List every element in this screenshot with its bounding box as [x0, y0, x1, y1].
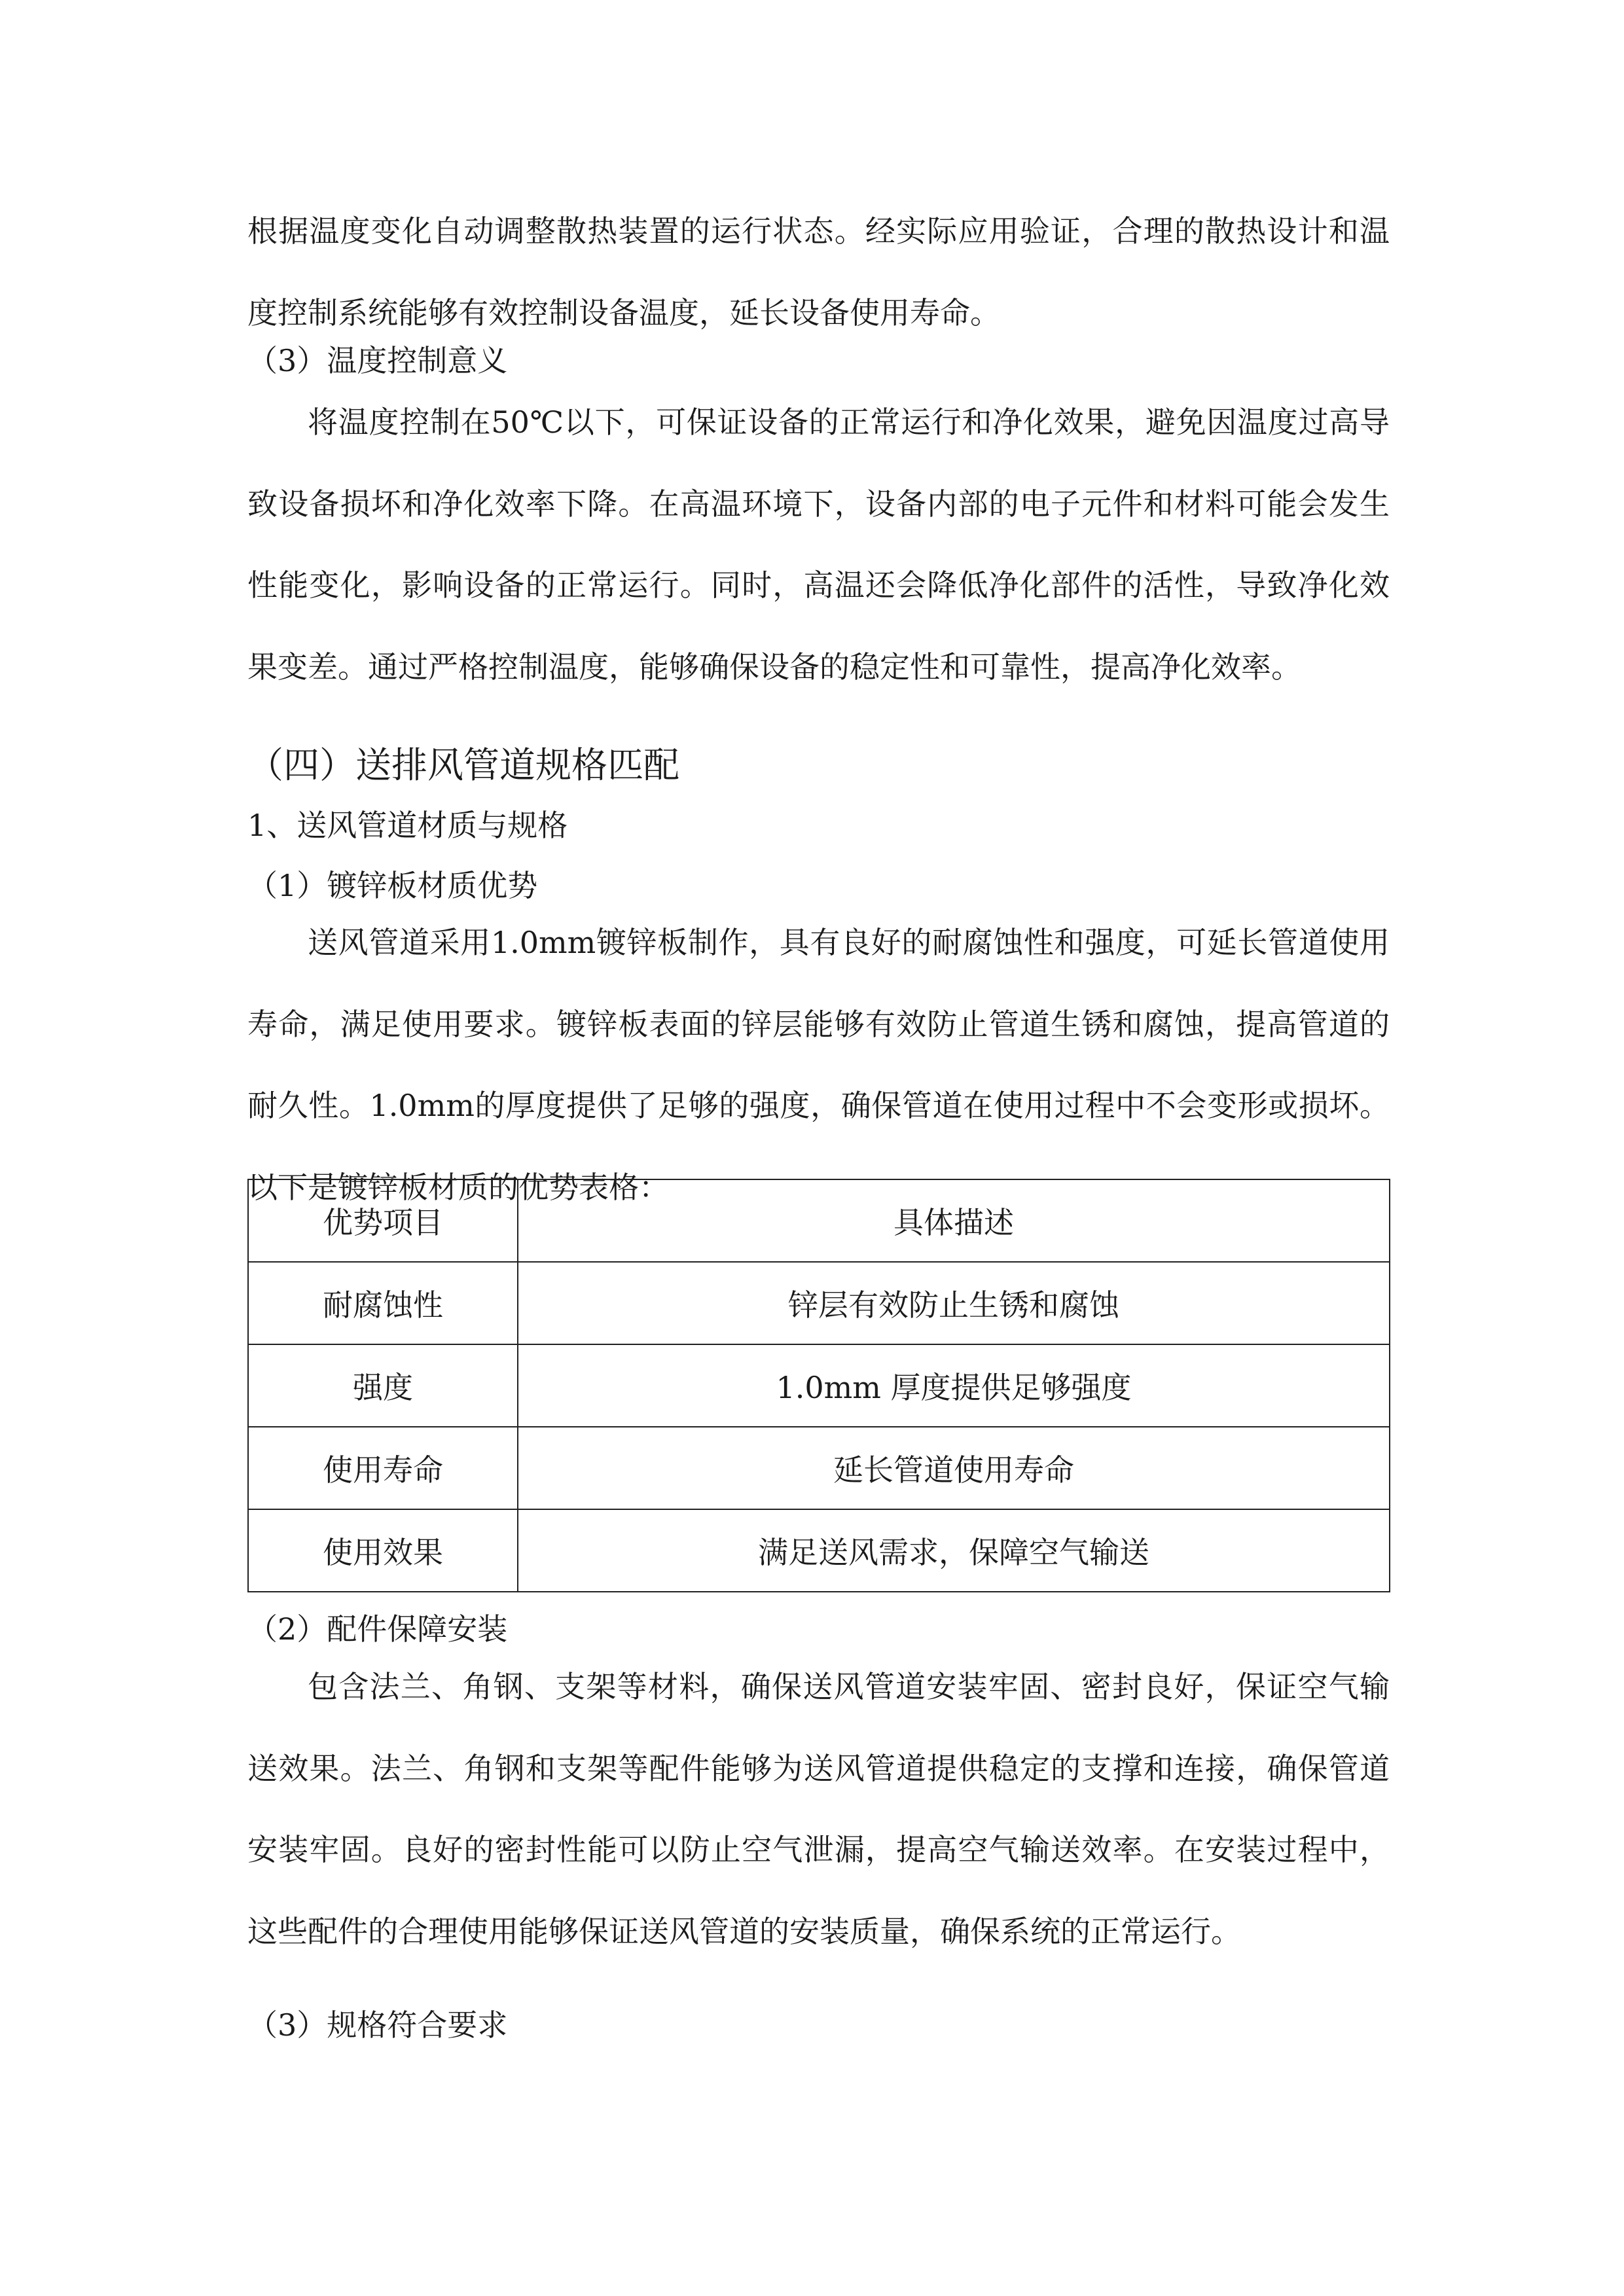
subheading-fittings: （2）配件保障安装 [247, 1611, 508, 1647]
subheading-supply-duct-material: 1、送风管道材质与规格 [247, 808, 568, 843]
table-cell: 1.0mm 厚度提供足够强度 [518, 1344, 1390, 1427]
table-cell: 强度 [248, 1344, 518, 1427]
table-row [248, 1427, 1390, 1509]
table-cell: 使用寿命 [248, 1427, 518, 1509]
paragraph-temperature-control: 将温度控制在50℃以下，可保证设备的正常运行和净化效果，避免因温度过高导致设备损坏和净化效率下降。在高温环境下，设备内部的电子元件和材料可能会发生性能变化，影响设备的正常运行。同时，高温还会降低净化部件的活性，导致净化效果变差。通过严格控制温度，能够确保设备的稳定性和可靠性，提高净化效率。 [247, 404, 1390, 685]
table-header-cell: 具体描述 [518, 1179, 1390, 1262]
subheading-temperature-control-meaning: （3）温度控制意义 [247, 343, 508, 378]
paragraph-fittings: 包含法兰、角钢、支架等材料，确保送风管道安装牢固、密封良好，保证空气输送效果。法兰、角钢和支架等配件能够为送风管道提供稳定的支撑和连接，确保管道安装牢固。良好的密封性能可以防止空气泄漏，提高空气输送效率。在安装过程中，这些配件的合理使用能够保证送风管道的安装质量，确保系统的正常运行。 [247, 1669, 1390, 1949]
table-cell: 锌层有效防止生锈和腐蚀 [518, 1262, 1390, 1344]
advantages-table [247, 1179, 1390, 1592]
table-cell: 延长管道使用寿命 [518, 1427, 1390, 1509]
table-cell: 使用效果 [248, 1509, 518, 1592]
table-row [248, 1262, 1390, 1344]
table-header-row [248, 1179, 1390, 1262]
table-row [248, 1344, 1390, 1427]
paragraph-heat-dissipation-end: 根据温度变化自动调整散热装置的运行状态。经实际应用验证，合理的散热设计和温度控制系统能够有效控制设备温度，延长设备使用寿命。 [247, 213, 1390, 331]
subheading-spec-compliance: （3）规格符合要求 [247, 2007, 508, 2043]
table-row [248, 1509, 1390, 1592]
section-heading-duct-spec: （四）送排风管道规格匹配 [247, 744, 680, 786]
paragraph-galvanized-sheet: 送风管道采用1.0mm镀锌板制作，具有良好的耐腐蚀性和强度，可延长管道使用寿命，满足使用要求。镀锌板表面的锌层能够有效防止管道生锈和腐蚀，提高管道的耐久性。1.0mm的厚度提供了足够的强度，确保管道在使用过程中不会变形或损坏。以下是镀锌板材质的优势表格： [247, 925, 1390, 1205]
subheading-galvanized-advantages: （1）镀锌板材质优势 [247, 868, 538, 903]
table-cell: 满足送风需求，保障空气输送 [518, 1509, 1390, 1592]
table-header-cell: 优势项目 [248, 1179, 518, 1262]
table-cell: 耐腐蚀性 [248, 1262, 518, 1344]
